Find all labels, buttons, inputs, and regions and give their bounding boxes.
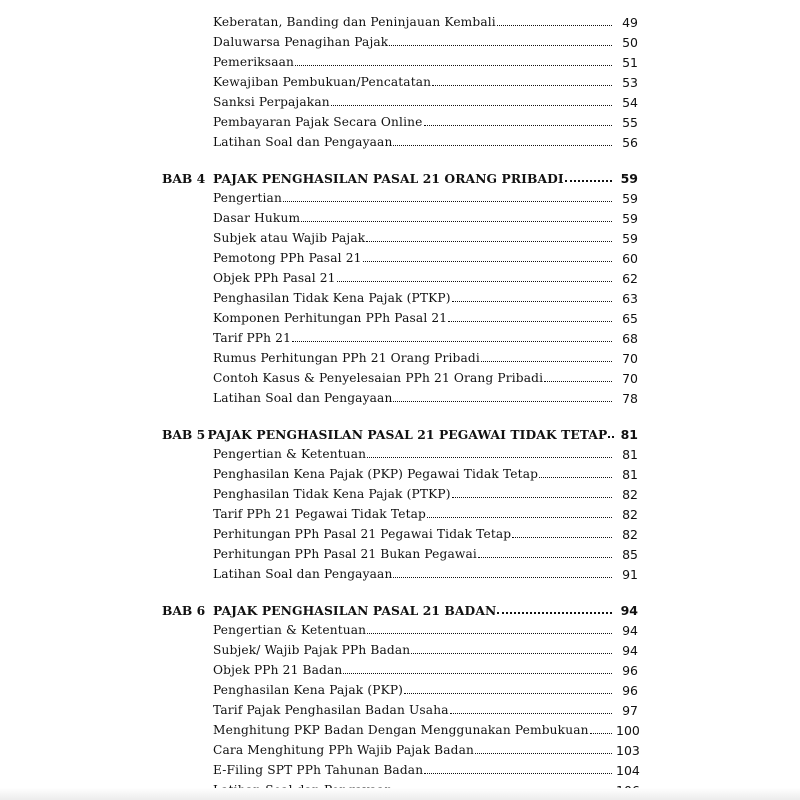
toc-entry-label: Penghasilan Tidak Kena Pajak (PTKP) [213, 291, 451, 305]
toc-entry-page: 70 [622, 351, 638, 366]
toc-entry-label: Daluwarsa Penagihan Pajak [213, 35, 389, 49]
leader-dots [481, 361, 612, 362]
toc-entry-page: 54 [622, 95, 638, 110]
toc-entry [213, 266, 638, 286]
page-bottom-shadow [0, 788, 800, 800]
toc-entry-label: Perhitungan PPh Pasal 21 Bukan Pegawai [213, 547, 477, 561]
leader-dots [427, 517, 612, 518]
toc-entry [213, 366, 638, 386]
toc-entry-label: Keberatan, Banding dan Peninjauan Kembali [213, 15, 496, 29]
toc-entry-page: 50 [622, 35, 638, 50]
toc-entry-label: Tarif PPh 21 [213, 331, 291, 345]
leader-dots [539, 477, 612, 478]
toc-entry-page: 70 [622, 371, 638, 386]
toc-entry-label: Cara Menghitung PPh Wajib Pajak Badan [213, 743, 475, 757]
leader-dots [497, 612, 612, 614]
toc-entry-page: 96 [622, 663, 638, 678]
toc-entry [213, 90, 638, 110]
toc-entry-label: Rumus Perhitungan PPh 21 Orang Pribadi [213, 351, 480, 365]
toc-entry-label: Latihan Soal dan Pengayaan [213, 135, 393, 149]
leader-dots [295, 65, 612, 66]
toc-entry-page: 60 [622, 251, 638, 266]
leader-dots [424, 773, 612, 774]
chapter-heading-bab-6 [162, 598, 638, 618]
toc-entry-label: Penghasilan Kena Pajak (PKP) Pegawai Tidak Tetap [213, 467, 539, 481]
toc-entry [213, 30, 638, 50]
toc-entry [213, 502, 638, 522]
chapter-page: 94 [620, 603, 638, 618]
toc-entry-page: 82 [622, 527, 638, 542]
toc-entry-label: Pengertian & Ketentuan [213, 623, 367, 637]
toc-entry [213, 346, 638, 366]
toc-entry [213, 618, 638, 638]
toc-entry-page: 55 [622, 115, 638, 130]
toc-entry [213, 186, 638, 206]
leader-dots [448, 321, 612, 322]
leader-dots [292, 341, 612, 342]
toc-entry-page: 103 [616, 743, 640, 758]
chapter-title: PAJAK PENGHASILAN PASAL 21 BADAN [213, 603, 497, 618]
toc-entry-label: Dasar Hukum [213, 211, 301, 225]
toc-entry-label: Komponen Perhitungan PPh Pasal 21 [213, 311, 448, 325]
leader-dots [452, 497, 612, 498]
toc-entry-label: Objek PPh Pasal 21 [213, 271, 336, 285]
toc-entry [213, 326, 638, 346]
leader-dots [424, 125, 613, 126]
leader-dots [452, 301, 612, 302]
toc-entry-page: 96 [622, 683, 638, 698]
toc-entry-page: 94 [622, 643, 638, 658]
toc-entry [213, 522, 638, 542]
chapter-heading-bab-4 [162, 166, 638, 186]
leader-dots [301, 221, 612, 222]
toc-entry-label: Perhitungan PPh Pasal 21 Pegawai Tidak Tetap [213, 527, 512, 541]
toc-entry-page: 51 [622, 55, 638, 70]
toc-entry [213, 738, 638, 758]
leader-dots [363, 261, 612, 262]
toc-entry-label: Penghasilan Kena Pajak (PKP) [213, 683, 404, 697]
toc-entry-label: Pemotong PPh Pasal 21 [213, 251, 362, 265]
leader-dots [367, 633, 612, 634]
toc-entry [213, 678, 638, 698]
toc-entry-page: 59 [622, 191, 638, 206]
toc-entry-label: E-Filing SPT PPh Tahunan Badan [213, 763, 424, 777]
toc-entry [213, 306, 638, 326]
chapter-page: 59 [620, 171, 638, 186]
toc-entry-page: 81 [622, 447, 638, 462]
toc-entry-label: Pembayaran Pajak Secara Online [213, 115, 423, 129]
toc-entry [213, 10, 638, 30]
leader-dots [512, 537, 612, 538]
leader-dots [404, 693, 612, 694]
toc-entry-page: 94 [622, 623, 638, 638]
leader-dots [590, 733, 612, 734]
toc-entry-page: 91 [622, 567, 638, 582]
toc-entry-page: 68 [622, 331, 638, 346]
leader-dots [331, 105, 612, 106]
leader-dots [393, 401, 612, 402]
toc-entry-page: 53 [622, 75, 638, 90]
chapter-title: PAJAK PENGHASILAN PASAL 21 ORANG PRIBADI [213, 171, 564, 186]
toc-entry [213, 698, 638, 718]
toc-entry-page: 49 [622, 15, 638, 30]
toc-entry-page: 56 [622, 135, 638, 150]
chapter-heading-bab-5 [162, 422, 638, 442]
toc-entry-label: Kewajiban Pembukuan/Pencatatan [213, 75, 432, 89]
toc-entry-label: Pemeriksaan [213, 55, 295, 69]
leader-dots [337, 281, 612, 282]
leader-dots [478, 557, 612, 558]
toc-entry [213, 718, 638, 738]
toc-entry [213, 462, 638, 482]
leader-dots [608, 436, 614, 438]
toc-entry-page: 63 [622, 291, 638, 306]
leader-dots [393, 145, 612, 146]
toc-entry [213, 638, 638, 658]
toc-entry-label: Latihan Soal dan Pengayaan [213, 567, 393, 581]
toc-entry-label: Penghasilan Tidak Kena Pajak (PTKP) [213, 487, 451, 501]
toc-entry-page: 81 [622, 467, 638, 482]
leader-dots [283, 201, 612, 202]
leader-dots [366, 241, 612, 242]
leader-dots [367, 457, 612, 458]
toc-entry-label: Tarif PPh 21 Pegawai Tidak Tetap [213, 507, 426, 521]
toc-entry [213, 758, 638, 778]
toc-entry-page: 82 [622, 487, 638, 502]
toc-entry-page: 100 [616, 723, 640, 738]
toc-entry-page: 97 [622, 703, 638, 718]
leader-dots [565, 180, 612, 182]
toc-entry-label: Latihan Soal dan Pengayaan [213, 391, 393, 405]
toc-entry-label: Subjek/ Wajib Pajak PPh Badan [213, 643, 411, 657]
toc-entry [213, 482, 638, 502]
leader-dots [343, 673, 612, 674]
toc-entry [213, 226, 638, 246]
toc-entry [213, 562, 638, 582]
leader-dots [432, 85, 612, 86]
toc-entry-page: 78 [622, 391, 638, 406]
toc-entry [213, 442, 638, 462]
toc-entry [213, 542, 638, 562]
toc-entry-label: Pengertian & Ketentuan [213, 447, 367, 461]
toc-entry-page: 62 [622, 271, 638, 286]
toc-entry-label: Menghitung PKP Badan Dengan Menggunakan Pembukuan [213, 723, 589, 737]
toc-entry-label: Subjek atau Wajib Pajak [213, 231, 366, 245]
toc-entry [213, 130, 638, 150]
chapter-number: BAB 6 [162, 603, 206, 618]
toc-entry [213, 246, 638, 266]
toc-entry [213, 206, 638, 226]
chapter-title: PAJAK PENGHASILAN PASAL 21 PEGAWAI TIDAK TETAP [207, 427, 608, 442]
toc-entry-page: 85 [622, 547, 638, 562]
toc-entry [213, 658, 638, 678]
leader-dots [389, 45, 612, 46]
leader-dots [544, 381, 612, 382]
chapter-number: BAB 4 [162, 171, 206, 186]
leader-dots [393, 577, 612, 578]
leader-dots [475, 753, 612, 754]
toc-entry-page: 104 [616, 763, 640, 778]
toc-entry [213, 386, 638, 406]
leader-dots [497, 25, 612, 26]
toc-entry-page: 59 [622, 211, 638, 226]
toc-entry [213, 110, 638, 130]
chapter-page: 81 [620, 427, 638, 442]
toc-entry-label: Objek PPh 21 Badan [213, 663, 343, 677]
toc-entry-page: 65 [622, 311, 638, 326]
leader-dots [450, 713, 612, 714]
toc-entry-page: 82 [622, 507, 638, 522]
toc-entry-label: Contoh Kasus & Penyelesaian PPh 21 Orang Pribadi [213, 371, 544, 385]
toc-entry-page: 59 [622, 231, 638, 246]
leader-dots [411, 653, 612, 654]
toc-entry [213, 286, 638, 306]
chapter-number: BAB 5 [162, 427, 206, 442]
toc-entry [213, 70, 638, 90]
toc-entry [213, 50, 638, 70]
toc-entry-label: Pengertian [213, 191, 282, 205]
toc-entry-label: Sanksi Perpajakan [213, 95, 330, 109]
toc-entry-label: Tarif Pajak Penghasilan Badan Usaha [213, 703, 449, 717]
